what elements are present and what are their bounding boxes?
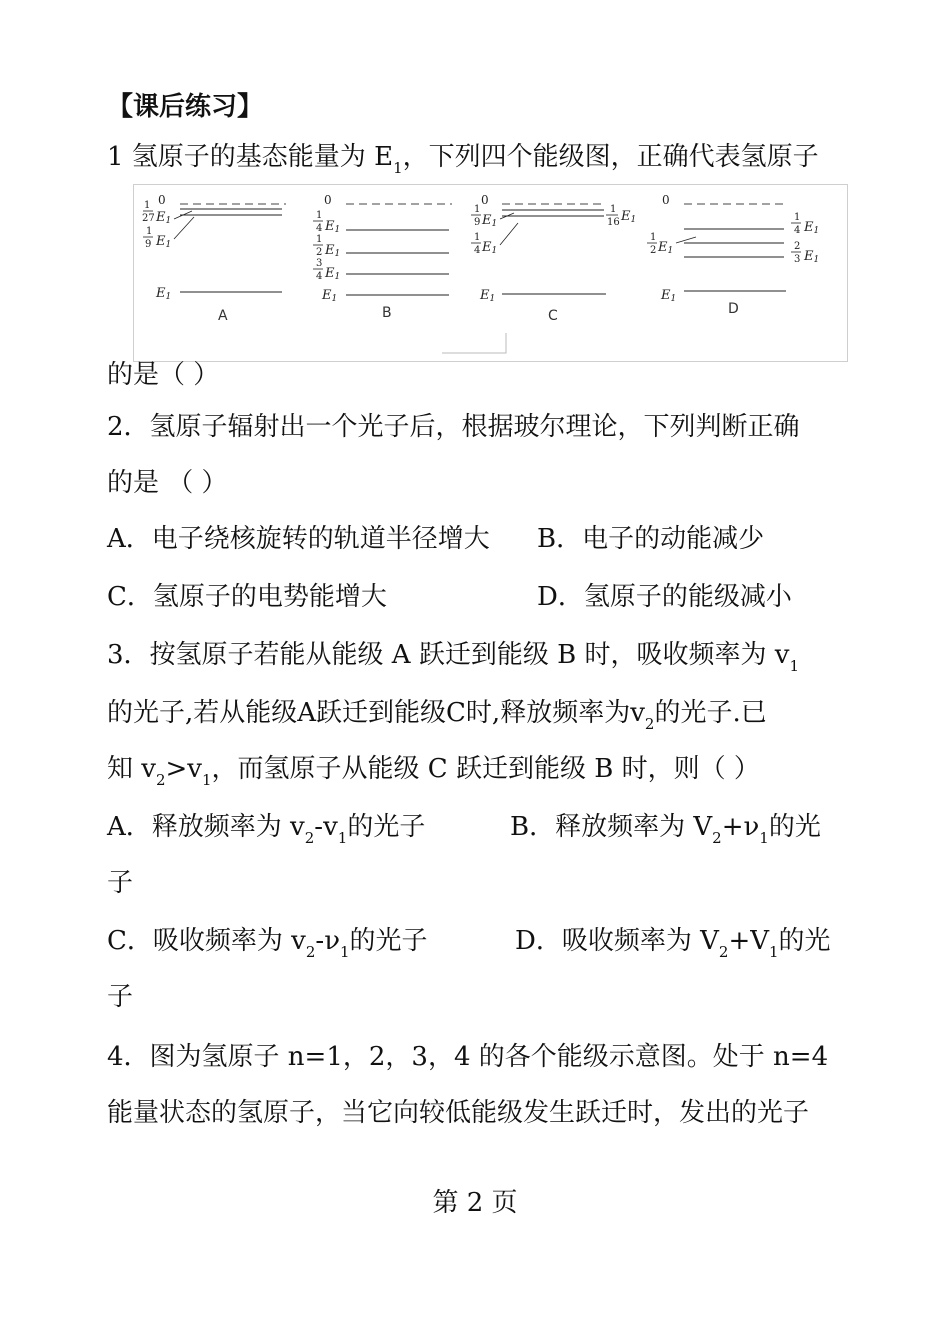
svg-text:9: 9 bbox=[474, 217, 481, 228]
svg-text:2: 2 bbox=[794, 241, 801, 252]
q2-line2: 的是 （ ） bbox=[107, 468, 228, 498]
caption-b: B bbox=[382, 305, 392, 321]
svg-text:E1: E1 bbox=[325, 219, 341, 235]
energy-level-diagrams bbox=[134, 185, 847, 361]
level-label: 27 bbox=[142, 213, 155, 224]
energy-level-figure bbox=[133, 184, 848, 362]
svg-text:1: 1 bbox=[474, 232, 481, 243]
svg-text:4: 4 bbox=[474, 245, 481, 256]
svg-text:1: 1 bbox=[316, 234, 323, 245]
section-title: 【课后练习】 bbox=[107, 92, 264, 122]
svg-text:0: 0 bbox=[481, 193, 489, 207]
svg-text:4: 4 bbox=[316, 271, 323, 282]
q2-line1: 2．氢原子辐射出一个光子后，根据玻尔理论，下列判断正确 bbox=[107, 412, 800, 442]
page-number: 第 2 页 bbox=[432, 1188, 518, 1218]
q3-option-c: C．吸收频率为 $v_2-\nu_1$的光子 bbox=[107, 926, 428, 961]
ground-label: E1 bbox=[156, 286, 172, 302]
q3-option-b: B．释放频率为 $V_2+\nu_1$的光 bbox=[510, 812, 821, 847]
level-label: E1 bbox=[156, 210, 172, 226]
svg-text:E1: E1 bbox=[661, 288, 677, 304]
svg-text:1: 1 bbox=[474, 204, 481, 215]
svg-text:E1: E1 bbox=[322, 288, 338, 304]
q2-option-b: B．电子的动能减少 bbox=[537, 524, 765, 554]
panel-d bbox=[647, 193, 819, 317]
q1-line1: 1 氢原子的基态能量为 $E_1$，下列四个能级图，正确代表氢原子 bbox=[107, 142, 819, 177]
svg-text:1: 1 bbox=[146, 226, 153, 237]
level-label: 1 bbox=[144, 200, 151, 211]
svg-text:1: 1 bbox=[794, 212, 801, 223]
q2-option-d: D．氢原子的能级减小 bbox=[537, 582, 792, 612]
svg-text:E1: E1 bbox=[482, 240, 498, 256]
svg-text:1: 1 bbox=[650, 232, 657, 243]
svg-text:4: 4 bbox=[794, 225, 801, 236]
q2-option-a: A．电子绕核旋转的轨道半径增大 bbox=[107, 524, 490, 554]
svg-text:E1: E1 bbox=[804, 220, 820, 236]
svg-text:3: 3 bbox=[794, 254, 801, 265]
q1-line2: 的是（ ） bbox=[107, 360, 220, 390]
caption-c: C bbox=[548, 308, 558, 324]
q3-line3: 知 $v_2>v_1$，而氢原子从能级 C 跃迁到能级 B 时，则（ ） bbox=[107, 754, 760, 789]
svg-text:E1: E1 bbox=[325, 266, 341, 282]
q3-option-b-cont: 子 bbox=[107, 868, 134, 898]
q2-option-c: C．氢原子的电势能增大 bbox=[107, 582, 387, 612]
q3-option-d: D．吸收频率为 $V_2+V_1$的光 bbox=[515, 926, 831, 961]
svg-text:2: 2 bbox=[650, 245, 657, 256]
panel-b bbox=[313, 193, 452, 321]
svg-text:3: 3 bbox=[316, 258, 323, 269]
svg-text:E1: E1 bbox=[658, 240, 674, 256]
svg-text:4: 4 bbox=[316, 223, 323, 234]
svg-text:1: 1 bbox=[610, 204, 617, 215]
zero-label: 0 bbox=[158, 193, 166, 207]
caption-a: A bbox=[218, 308, 228, 324]
svg-text:E1: E1 bbox=[621, 209, 637, 225]
svg-text:E1: E1 bbox=[804, 249, 820, 265]
svg-text:1: 1 bbox=[316, 210, 323, 221]
panel-a bbox=[142, 193, 286, 324]
svg-text:E1: E1 bbox=[480, 288, 496, 304]
q3-option-d-cont: 子 bbox=[107, 982, 134, 1012]
svg-text:9: 9 bbox=[145, 239, 152, 250]
q3-line2: 的光子,若从能级A跃迁到能级C时,释放频率为$v_2$的光子.已 bbox=[107, 698, 767, 733]
svg-text:E1: E1 bbox=[325, 243, 341, 259]
svg-text:E1: E1 bbox=[482, 213, 498, 229]
svg-text:16: 16 bbox=[607, 217, 620, 228]
svg-text:E1: E1 bbox=[156, 234, 172, 250]
svg-text:2: 2 bbox=[316, 247, 323, 258]
q3-option-a: A．释放频率为 $v_2-v_1$的光子 bbox=[107, 812, 426, 847]
q4-line1: 4．图为氢原子 n=1，2，3，4 的各个能级示意图。处于 n=4 bbox=[107, 1042, 829, 1072]
q3-line1: 3．按氢原子若能从能级 A 跃迁到能级 B 时，吸收频率为 $v_1$ bbox=[107, 640, 799, 675]
caption-d: D bbox=[728, 301, 739, 317]
svg-text:0: 0 bbox=[324, 193, 332, 207]
bracket-artifact bbox=[442, 333, 506, 353]
panel-c bbox=[471, 193, 636, 324]
q4-line2: 能量状态的氢原子，当它向较低能级发生跃迁时，发出的光子 bbox=[107, 1098, 810, 1128]
svg-text:0: 0 bbox=[662, 193, 670, 207]
